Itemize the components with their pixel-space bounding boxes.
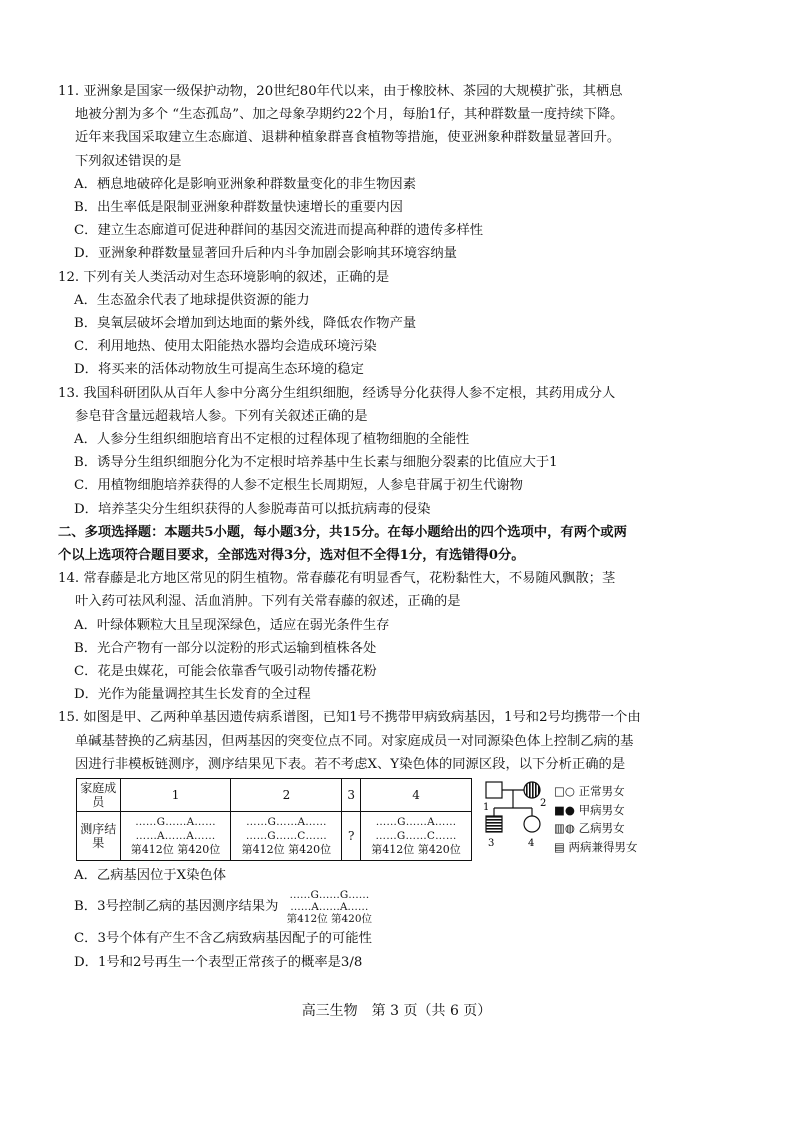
member-1: 1: [120, 779, 231, 812]
member-3: 3: [342, 779, 361, 812]
member-2: 2: [231, 779, 342, 812]
q12-stem: 12. 下列有关人类活动对生态环境影响的叙述，正确的是: [58, 269, 390, 285]
q13-stem-line: 参皂苷含量远超栽培人参。下列有关叙述正确的是: [75, 408, 368, 424]
legend-label: 甲病男女: [578, 802, 625, 817]
q11-stem-line: 11. 亚洲象是国家一级保护动物，20世纪80年代以来，由于橡胶林、茶园的大规模扩张，其栖息: [58, 84, 623, 99]
seq-position: 第412位 第420位: [241, 843, 332, 857]
pedigree-label-2: 2: [540, 798, 547, 810]
pedigree-individual-2: [524, 782, 540, 798]
question-11: [58, 80, 748, 266]
pedigree-diagram: [484, 780, 554, 862]
seq-line: ……G……G……: [289, 888, 370, 901]
q13-option-c: C．用植物细胞培养获得的人参不定根生长周期短，人参皂苷属于初生代谢物: [74, 478, 523, 494]
hatched-square-icon: ▥: [554, 821, 565, 836]
q12-option-a: A．生态盈余代表了地球提供资源的能力: [74, 292, 310, 308]
table-row: [77, 812, 472, 861]
q15-option-b-sequence: [287, 889, 372, 925]
q15-stem-line: 因进行非模板链测序，测序结果见下表。若不考虑X、Y染色体的同源区段，以下分析正确的是: [75, 756, 626, 772]
pedigree-individual-4: [524, 816, 540, 832]
circle-icon: ○: [564, 784, 575, 799]
seq-line: ……G……C……: [245, 830, 327, 843]
q11-stem-line: 地被分割为多个 “生态孤岛”、加之母象孕期约22个月，每胎1仔，其种群数量一度持续下降。: [75, 107, 624, 123]
q11-option-a: A．栖息地破碎化是影响亚洲象种群数量变化的非生物因素: [74, 176, 417, 192]
page-footer: 高三生物 第 3 页（共 6 页）: [301, 1003, 492, 1019]
dual-hatched-square-icon: ▤: [554, 839, 565, 854]
question-13: [58, 382, 748, 521]
q15-option-b-text: B．3号控制乙病的基因测序结果为: [74, 899, 279, 915]
hatched-circle-icon: ◍: [564, 821, 575, 836]
q15-stem-line: 单碱基替换的乙病基因，但两基因的突变位点不同。对家庭成员一对同源染色体上控制乙病的基: [75, 733, 634, 749]
legend-item: [554, 782, 638, 801]
square-icon: □: [554, 784, 565, 799]
question-12: [58, 266, 748, 382]
legend-label: 乙病男女: [578, 821, 625, 836]
result-cell-2: [231, 812, 342, 861]
q12-option-d: D．将买来的活体动物放生可提高生态环境的稳定: [74, 362, 364, 378]
q14-option-a: A．叶绿体颗粒大且呈现深绿色，适应在弱光条件生存: [74, 617, 390, 633]
result-cell-3: ?: [342, 812, 361, 861]
seq-line: ……G……A……: [246, 816, 327, 829]
legend-item: [554, 819, 638, 838]
q11-option-c: C．建立生态廊道可促进种群间的基因交流进而提高种群的遗传多样性: [74, 223, 484, 239]
legend-label: 正常男女: [578, 784, 625, 799]
q15-option-c: C．3号个体有产生不含乙病致病基因配子的可能性: [74, 931, 372, 947]
q14-option-c: C．花是虫媒花，可能会依靠香气吸引动物传播花粉: [74, 664, 377, 680]
seq-line: ……A……A……: [290, 900, 369, 913]
section-2-line: 个以上选项符合题目要求，全部选对得3分，选对但不全得1分，有选错得0分。: [58, 548, 525, 564]
q11-stem-line: 下列叙述错误的是: [75, 153, 182, 169]
q14-stem-line: 14. 常春藤是北方地区常见的阴生植物。常春藤花有明显香气，花粉黏性大，不易随风飘散；茎: [58, 571, 616, 587]
pedigree-legend: [554, 782, 638, 856]
q13-stem-line: 13. 我国科研团队从百年人参中分离分生组织细胞，经诱导分化获得人参不定根，其药用成分人: [58, 385, 616, 401]
q14-option-d: D．光作为能量调控其生长发育的全过程: [74, 687, 311, 703]
pedigree-label-1: 1: [483, 802, 490, 814]
section-2-line: 二、多项选择题：本题共5小题，每小题3分，共15分。在每小题给出的四个选项中，有两个或两: [58, 524, 627, 540]
sequencing-table: [76, 778, 472, 861]
seq-line: ……G……C……: [375, 830, 457, 843]
filled-square-icon: ■: [554, 802, 565, 817]
legend-item: [554, 801, 638, 820]
q11-option-d: D．亚洲象种群数量显著回升后种内斗争加剧会影响其环境容纳量: [74, 246, 457, 262]
member-4: 4: [361, 779, 472, 812]
q13-option-a: A．人参分生组织细胞培育出不定根的过程体现了植物细胞的全能性: [74, 432, 470, 448]
q15-stem-line: 15. 如图是甲、乙两种单基因遗传病系谱图，已知1号不携带甲病致病基因，1号和2号均携带一个由: [58, 710, 641, 726]
section-2-header: [58, 521, 748, 567]
q15-option-d: D．1号和2号再生一个表型正常孩子的概率是3/8: [74, 954, 363, 970]
question-15: [58, 706, 748, 973]
result-cell-1: [120, 812, 231, 861]
pedigree-label-3: 3: [488, 838, 495, 850]
seq-position: 第412位 第420位: [130, 843, 221, 857]
seq-line: ……G……A……: [375, 816, 457, 829]
exam-page: [58, 80, 748, 974]
pedigree-individual-3: [486, 816, 502, 832]
q12-option-b: B．臭氧层破坏会增加到达地面的紫外线，降低农作物产量: [74, 316, 417, 332]
legend-label: 两病兼得男女: [568, 839, 638, 854]
seq-position: 第412位 第420位: [286, 912, 373, 925]
seq-line: ……G……A……: [135, 816, 216, 829]
question-14: [58, 567, 748, 706]
seq-line: ……A……A……: [135, 830, 216, 843]
seq-position: 第412位 第420位: [371, 843, 461, 857]
pedigree-individual-1: [486, 782, 502, 798]
q15-option-a: A．乙病基因位于X染色体: [74, 868, 227, 884]
q14-option-b: B．光合产物有一部分以淀粉的形式运输到植株各处: [74, 640, 377, 656]
q13-option-b: B．诱导分生组织细胞分化为不定根时培养基中生长素与细胞分裂素的比值应大于1: [74, 455, 558, 471]
header-label: 家庭成员: [77, 779, 121, 812]
q11-stem-line: 近年来我国采取建立生态廊道、退耕种植象群喜食植物等措施，使亚洲象种群数量显著回升。: [75, 130, 621, 146]
legend-item: [554, 838, 638, 857]
q12-option-c: C．利用地热、使用太阳能热水器均会造成环境污染: [74, 339, 377, 355]
filled-circle-icon: ●: [564, 802, 575, 817]
q15-figure: [58, 778, 748, 864]
pedigree-label-4: 4: [528, 838, 535, 850]
result-cell-4: [361, 812, 472, 861]
q13-option-d: D．培养茎尖分生组织获得的人参脱毒苗可以抵抗病毒的侵染: [74, 501, 431, 517]
q11-option-b: B．出生率低是限制亚洲象种群数量快速增长的重要内因: [74, 200, 403, 216]
table-row: [77, 779, 472, 812]
q15-option-b: [58, 887, 748, 927]
result-label: 测序结果: [77, 812, 121, 861]
q14-stem-line: 叶入药可祛风利湿、活血消肿。下列有关常春藤的叙述，正确的是: [75, 594, 461, 610]
